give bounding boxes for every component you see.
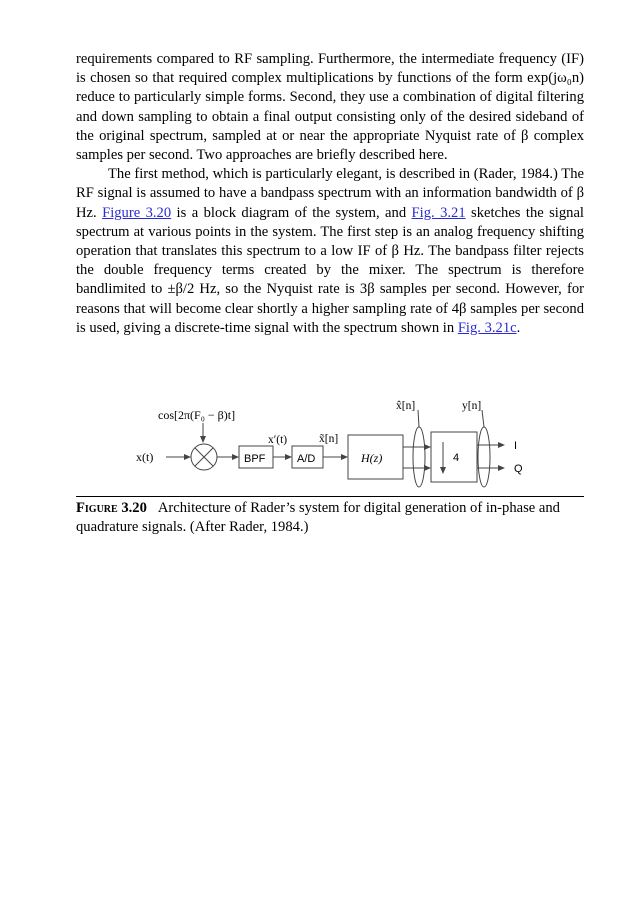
paragraph-2-text-d: . [516,319,521,336]
xhat-label: x̂[n] [396,400,416,412]
paragraph-2 [76,165,584,338]
caption-text: Architecture of Rader’s system for digital generation of in-phase and quadrature signals. (After Rader, 1984.) [76,500,560,535]
caption-label: Figure 3.20 [76,500,147,516]
y-label: y[n] [462,400,482,412]
output-i-label: I [514,440,518,452]
ad-label: A/D [297,453,316,465]
xhat-ellipse [413,427,425,487]
oscillator-label: cos[2π(F₀ − β)t] [158,408,236,422]
figure-caption [76,496,584,537]
paragraph-2-text-b: is a block diagram of the system, and [171,204,412,221]
y-pointer [482,410,484,427]
output-q-label: Q [514,463,523,475]
paragraph-2-text-c: sketches the signal spectrum at various points in the system. The first step is an analog frequency shifting operation that translates this spectrum to a low IF of β Hz. The bandpass filter rejects the double frequency terms created by the mixer. The spectrum is therefore bandlimited to ±β/2 Hz, so the Nyquist rate is 3β samples per second. However, for reasons that will become clear shortly a higher sampling rate of 4β samples per second is used, giving a discrete-time signal with the spectrum shown in [76,204,584,336]
xtilde-label: x̃[n] [319,433,339,445]
figure-3-21c-link[interactable]: Fig. 3.21c [457,319,517,336]
paragraph-1: requirements compared to RF sampling. Furthermore, the intermediate frequency (IF) is chosen so that required complex multiplications by functions of the form exp(jω₀n) reduce to particularly simple forms. Second, they use a combination of digital filtering and down sampling to obtain a final output consisting only of the desired sideband of the original spectrum, sampled at or near the appropriate Nyquist rate of β complex samples per second. Two approaches are briefly described here. [76,51,584,164]
figure-3-21-link[interactable]: Fig. 3.21 [411,204,466,221]
input-label: x(t) [136,450,154,464]
y-ellipse [478,427,490,487]
xhat-pointer [418,410,419,427]
decimator-label: 4 [453,452,460,464]
paragraph-2-text-a: The first method, which is particularly elegant, is described in (Rader, 1984.) The RF signal is assumed to have a bandpass spectrum with an information bandwidth of β Hz. [76,166,584,221]
figure-3-20-link[interactable]: Figure 3.20 [102,204,172,221]
block-diagram [76,395,584,495]
body-text [76,50,584,338]
filter-label: H(z) [361,451,383,465]
bpf-label: BPF [244,453,266,465]
xprime-label: x′(t) [268,434,288,446]
